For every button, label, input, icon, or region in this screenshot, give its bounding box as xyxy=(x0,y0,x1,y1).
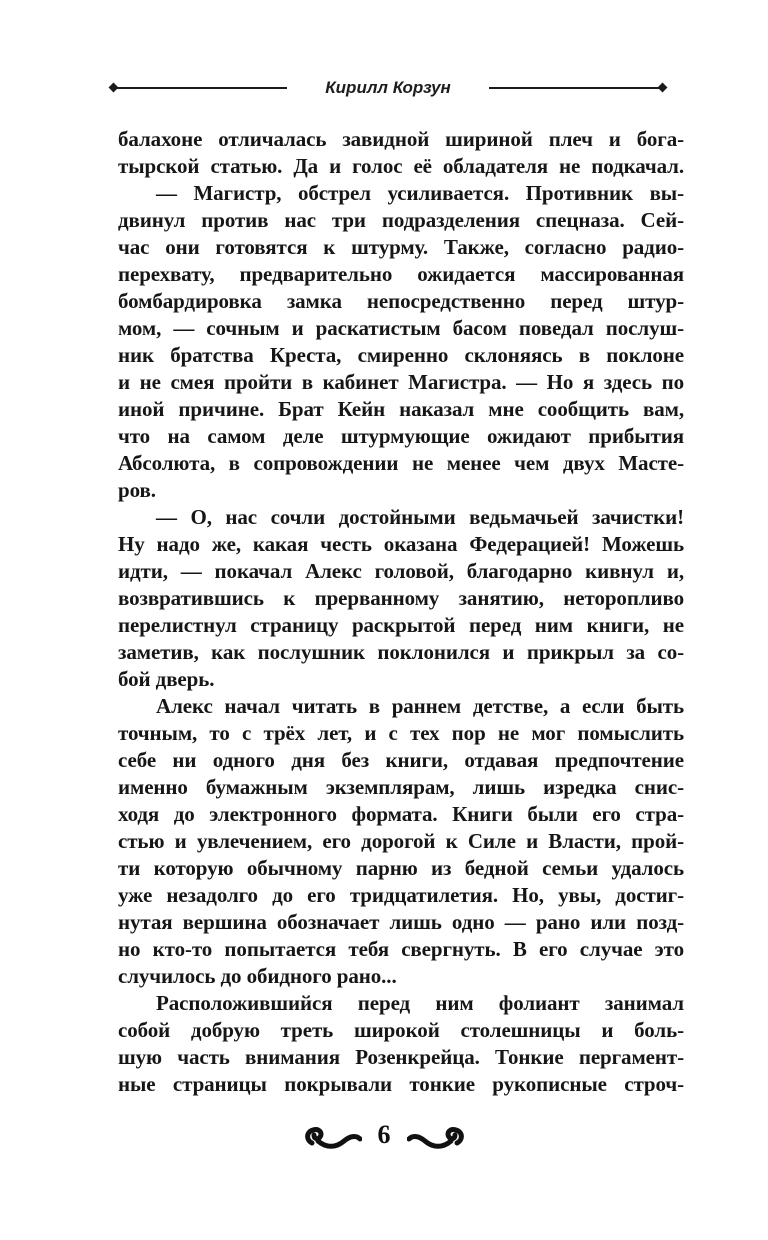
paragraph xyxy=(118,504,684,693)
paragraph xyxy=(118,693,684,990)
text-line: тырской статью. Да и голос её обладателя не подкачал. xyxy=(118,154,684,178)
text-line: и не смея пройти в кабинет Магистра. — Но я здесь по xyxy=(118,370,684,394)
text-line: мом, — сочным и раскатистым басом поведал послуш- xyxy=(118,316,684,340)
text-line: бомбардировка замка непосредственно перед штур- xyxy=(118,289,684,313)
paragraph xyxy=(118,990,684,1098)
text-line: час они готовятся к штурму. Также, согласно радио- xyxy=(118,235,684,259)
text-line: балахоне отличалась завидной шириной плеч и бога- xyxy=(118,127,684,151)
running-header xyxy=(112,78,664,98)
text-line: — Магистр, обстрел усиливается. Противник вы- xyxy=(156,181,684,205)
header-rule-left xyxy=(112,87,287,89)
text-line: что на самом деле штурмующие ожидают прибытия xyxy=(118,424,684,448)
author-name: Кирилл Корзун xyxy=(325,78,451,97)
text-line: случилось до обидного рано... xyxy=(118,964,397,988)
text-line: собой добрую треть широкой столешницы и боль- xyxy=(118,1018,684,1042)
paragraph xyxy=(118,126,684,180)
text-line: себе ни одного дня без книги, отдавая предпочтение xyxy=(118,748,684,772)
text-line: Алекс начал читать в раннем детстве, а если быть xyxy=(156,694,684,718)
page-footer xyxy=(0,1122,768,1152)
page-text xyxy=(118,126,684,1098)
page-number: 6 xyxy=(377,1120,391,1149)
text-line: шую часть внимания Розенкрейца. Тонкие пергамент- xyxy=(118,1045,684,1069)
header-rule-right xyxy=(489,87,664,89)
text-line: Ну надо же, какая честь оказана Федерацией! Можешь xyxy=(118,532,684,556)
text-line: Абсолюта, в сопровождении не менее чем двух Масте- xyxy=(118,451,684,475)
text-line: уже незадолго до его тридцатилетия. Но, увы, достиг- xyxy=(118,883,684,907)
text-line: возвратившись к прерванному занятию, неторопливо xyxy=(118,586,684,610)
swirl-ornament-left xyxy=(304,1122,362,1152)
text-line: иной причине. Брат Кейн наказал мне сообщить вам, xyxy=(118,397,684,421)
text-line: ров. xyxy=(118,478,156,502)
text-line: заметив, как послушник поклонился и прикрыл за со- xyxy=(118,640,684,664)
text-line: перелистнул страницу раскрытой перед ним книги, не xyxy=(118,613,684,637)
text-line: но кто-то попытается тебя свергнуть. В его случае это xyxy=(118,937,684,961)
text-line: идти, — покачал Алекс головой, благодарно кивнул и, xyxy=(118,559,684,583)
paragraph xyxy=(118,180,684,504)
text-line: Расположившийся перед ним фолиант занимал xyxy=(156,991,684,1015)
text-line: ные страницы покрывали тонкие рукописные строч- xyxy=(118,1072,684,1096)
text-line: — О, нас сочли достойными ведьмачьей зачистки! xyxy=(156,505,684,529)
text-line: ходя до электронного формата. Книги были его стра- xyxy=(118,802,684,826)
text-line: бой дверь. xyxy=(118,667,215,691)
text-line: нутая вершина обозначает лишь одно — рано или позд- xyxy=(118,910,684,934)
text-line: двинул против нас три подразделения спецназа. Сей- xyxy=(118,208,684,232)
text-line: ти которую обычному парню из бедной семьи удалось xyxy=(118,856,684,880)
text-line: перехвату, предварительно ожидается массированная xyxy=(118,262,684,286)
text-line: точным, то с трёх лет, и с тех пор не мог помыслить xyxy=(118,721,684,745)
text-line: ник братства Креста, смиренно склоняясь в поклоне xyxy=(118,343,684,367)
swirl-ornament-right xyxy=(407,1122,465,1152)
text-line: стью и увлечением, его дорогой к Силе и Власти, прой- xyxy=(118,829,684,853)
text-line: именно бумажным экземплярам, лишь изредка снис- xyxy=(118,775,684,799)
